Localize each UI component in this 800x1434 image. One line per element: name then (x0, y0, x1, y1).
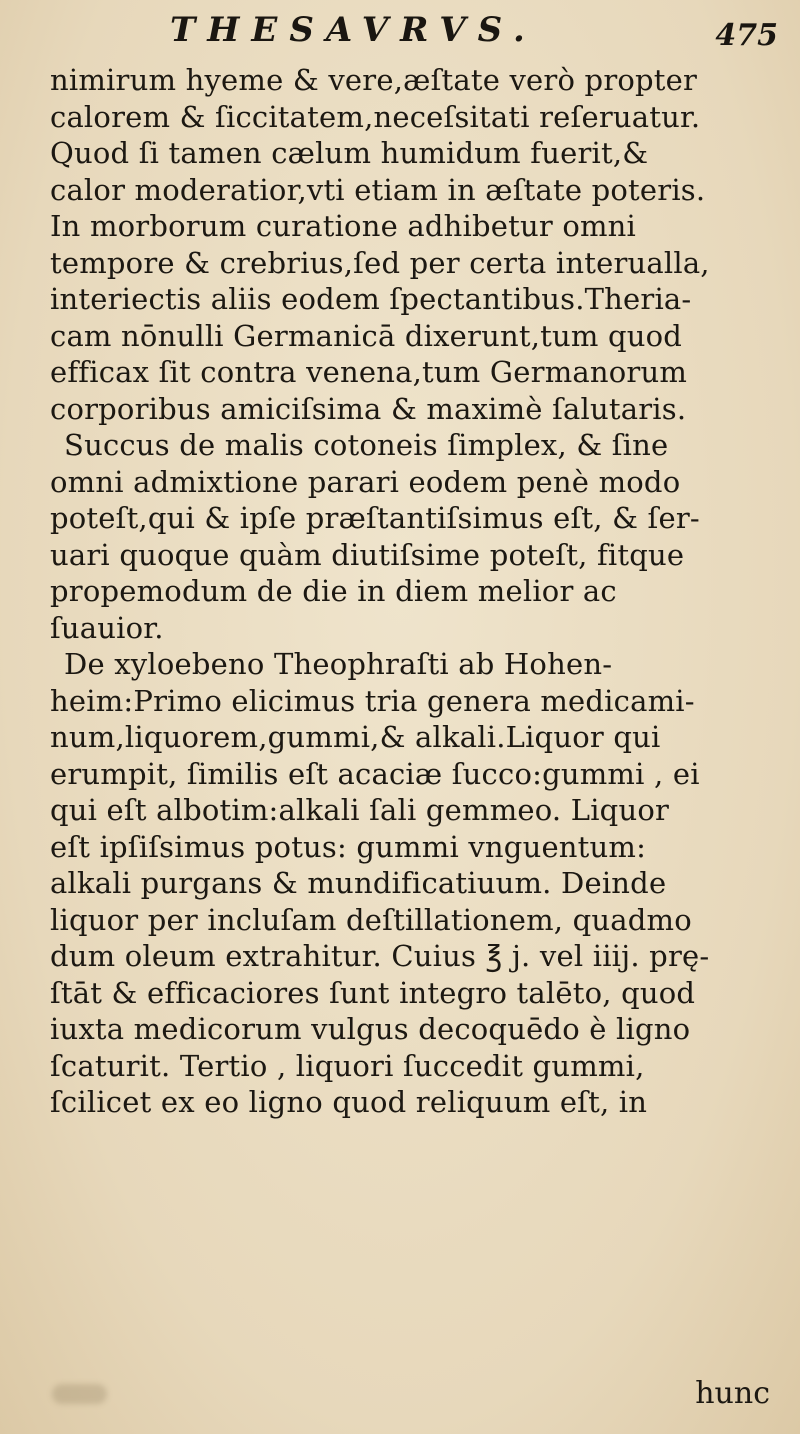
text-line: num,liquorem,gummi,& alkali.Liquor qui (50, 720, 661, 754)
text-line: heim:Primo elicimus tria genera medicami- (50, 683, 695, 718)
page-header (0, 10, 800, 60)
text-line: tempore & crebrius,ſed per certa interualla, (50, 245, 710, 280)
text-line: ſuauior. (50, 610, 164, 645)
text-line: poteſt,qui & ipſe præſtantiſsimus eſt, & ſer- (50, 501, 700, 535)
text-line: alkali purgans & mundificatiuum. Deinde (50, 866, 667, 900)
text-line: ſtāt & efficaciores ſunt integro talēto, quod (50, 975, 696, 1010)
text-line: nimirum hyeme & vere,æſtate verò propter (50, 63, 698, 97)
text-line: erumpit, ſimilis eſt acaciæ ſucco:gummi , ei (50, 756, 700, 791)
text-line: In morborum curatione adhibetur omni (50, 209, 637, 243)
text-line: liquor per incluſam deſtillationem, quadmo (50, 902, 692, 937)
catchword: hunc (695, 1376, 770, 1411)
text-line: dum oleum extrahitur. Cuius ℥ j. vel iiij. prę- (50, 939, 710, 973)
text-line: interiectis aliis eodem ſpectantibus.Theria- (50, 282, 692, 316)
text-line: De xyloebeno Theophraſti ab Hohen- (64, 647, 613, 681)
text-line: propemodum de die in diem melior ac (50, 574, 617, 608)
body-text (50, 62, 772, 1121)
text-line: ſcaturit. Tertio , liquori ſuccedit gummi, (50, 1048, 645, 1083)
text-line: corporibus amiciſsima & maximè ſalutaris. (50, 391, 687, 426)
text-line: iuxta medicorum vulgus decoquēdo è ligno (50, 1012, 691, 1046)
text-line: qui eſt albotim:alkali ſali gemmeo. Liquor (50, 793, 670, 827)
page-number: 475 (715, 18, 778, 53)
text-line: ſcilicet ex eo ligno quod reliquum eſt, in (50, 1085, 648, 1119)
text-line: Quod ſi tamen cælum humidum fuerit,& (50, 136, 649, 170)
text-line: Succus de malis cotoneis ſimplex, & ſine (64, 428, 669, 462)
text-line: eſt ipſiſsimus potus: gummi vnguentum: (50, 829, 647, 864)
text-line: calor moderatior,vti etiam in æſtate poteris. (50, 172, 706, 207)
text-line: omni admixtione parari eodem penè modo (50, 464, 681, 499)
text-line: uari quoque quàm diutiſsime poteſt, fitque (50, 537, 685, 572)
text-line: calorem & ſiccitatem,neceſsitati reſeruatur. (50, 99, 701, 134)
text-line: cam nōnulli Germanicā dixerunt,tum quod (50, 318, 683, 353)
ink-smudge (52, 1384, 107, 1404)
running-title: THESAVRVS. (170, 10, 537, 50)
text-line: efficax ſit contra venena,tum Germanorum (50, 355, 688, 389)
